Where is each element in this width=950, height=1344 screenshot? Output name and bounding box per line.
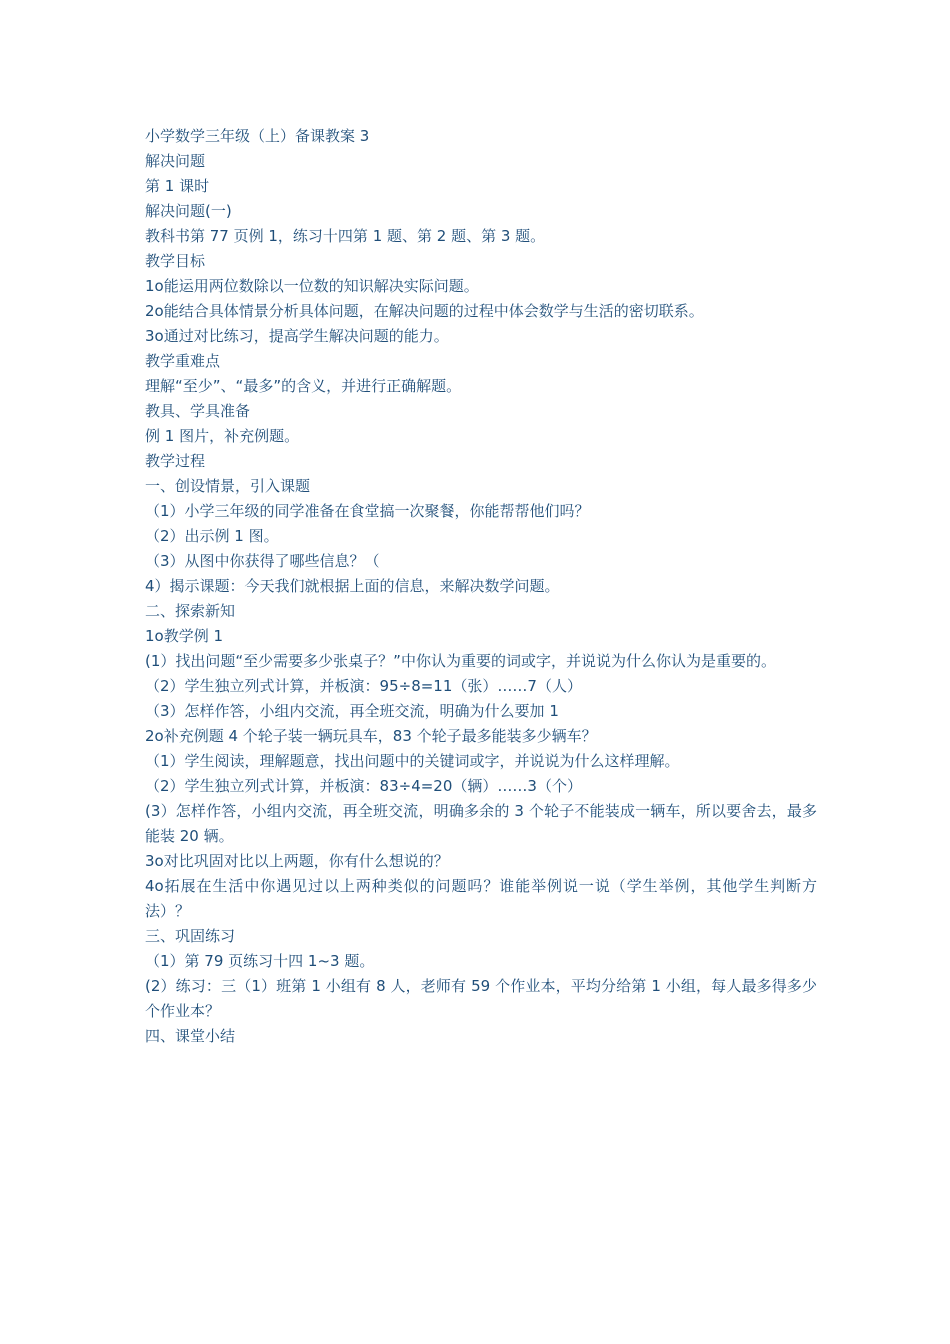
lesson-plan-text	[145, 124, 817, 1049]
objective-item: 1o能运用两位数除以一位数的知识解决实际问题。	[145, 277, 479, 295]
section-heading-materials: 教具、学具准备	[145, 402, 251, 420]
process-step: （1）小学三年级的同学准备在食堂搞一次聚餐，你能帮帮他们吗？	[145, 502, 590, 520]
process-step: 1o教学例 1	[145, 627, 224, 645]
practice-item: (2）练习：三（1）班第 1 小组有 8 人，老师有 59 个作业本，平均分给第 1 小组，每人最多得多少个作业本？	[145, 977, 817, 1020]
process-step: 2o补充例题 4 个轮子装一辆玩具车，83 个轮子最多能装多少辆车？	[145, 727, 597, 745]
process-step: (3）怎样作答，小组内交流，再全班交流，明确多余的 3 个轮子不能装成一辆车，所以要舍去，最多能装 20 辆。	[145, 802, 817, 845]
section-heading-objectives: 教学目标	[145, 252, 206, 270]
objective-item: 3o通过对比练习，提高学生解决问题的能力。	[145, 327, 449, 345]
document-title: 小学数学三年级（上）备课教案 3	[145, 127, 370, 145]
subsection-heading: 四、课堂小结	[145, 1027, 236, 1045]
process-step: （2）学生独立列式计算，并板演：95÷8=11（张）……7（人）	[145, 677, 582, 695]
process-step: （3）从图中你获得了哪些信息？（	[145, 552, 380, 570]
process-step: （3）怎样作答，小组内交流，再全班交流，明确为什么要加 1	[145, 702, 559, 720]
process-step: 4）揭示课题：今天我们就根据上面的信息，来解决数学问题。	[145, 577, 560, 595]
process-step: （2）出示例 1 图。	[145, 527, 279, 545]
practice-item: （1）第 79 页练习十四 1~3 题。	[145, 952, 375, 970]
process-step: 4o拓展在生活中你遇见过以上两种类似的问题吗？谁能举例说一说（学生举例，其他学生判断方法）？	[145, 877, 817, 920]
objective-item: 2o能结合具体情景分析具体问题，在解决问题的过程中体会数学与生活的密切联系。	[145, 302, 704, 320]
subsection-heading: 二、探索新知	[145, 602, 236, 620]
process-step: (1）找出问题“至少需要多少张桌子？”中你认为重要的词或字，并说说为什么你认为是重要的。	[145, 652, 776, 670]
subsection-heading: 三、巩固练习	[145, 927, 236, 945]
key-point-text: 理解“至少”、“最多”的含义，并进行正确解题。	[145, 377, 462, 395]
textbook-reference: 教科书第 77 页例 1，练习十四第 1 题、第 2 题、第 3 题。	[145, 227, 546, 245]
lesson-topic: 解决问题(一)	[145, 202, 232, 220]
process-step: （2）学生独立列式计算，并板演：83÷4=20（辆）……3（个）	[145, 777, 582, 795]
process-step: （1）学生阅读，理解题意，找出问题中的关键词或字，并说说为什么这样理解。	[145, 752, 680, 770]
materials-text: 例 1 图片，补充例题。	[145, 427, 300, 445]
section-heading-process: 教学过程	[145, 452, 206, 470]
lesson-period: 第 1 课时	[145, 177, 210, 195]
unit-title: 解决问题	[145, 152, 206, 170]
process-step: 3o对比巩固对比以上两题，你有什么想说的？	[145, 852, 449, 870]
section-heading-key-points: 教学重难点	[145, 352, 221, 370]
subsection-heading: 一、创设情景，引入课题	[145, 477, 311, 495]
